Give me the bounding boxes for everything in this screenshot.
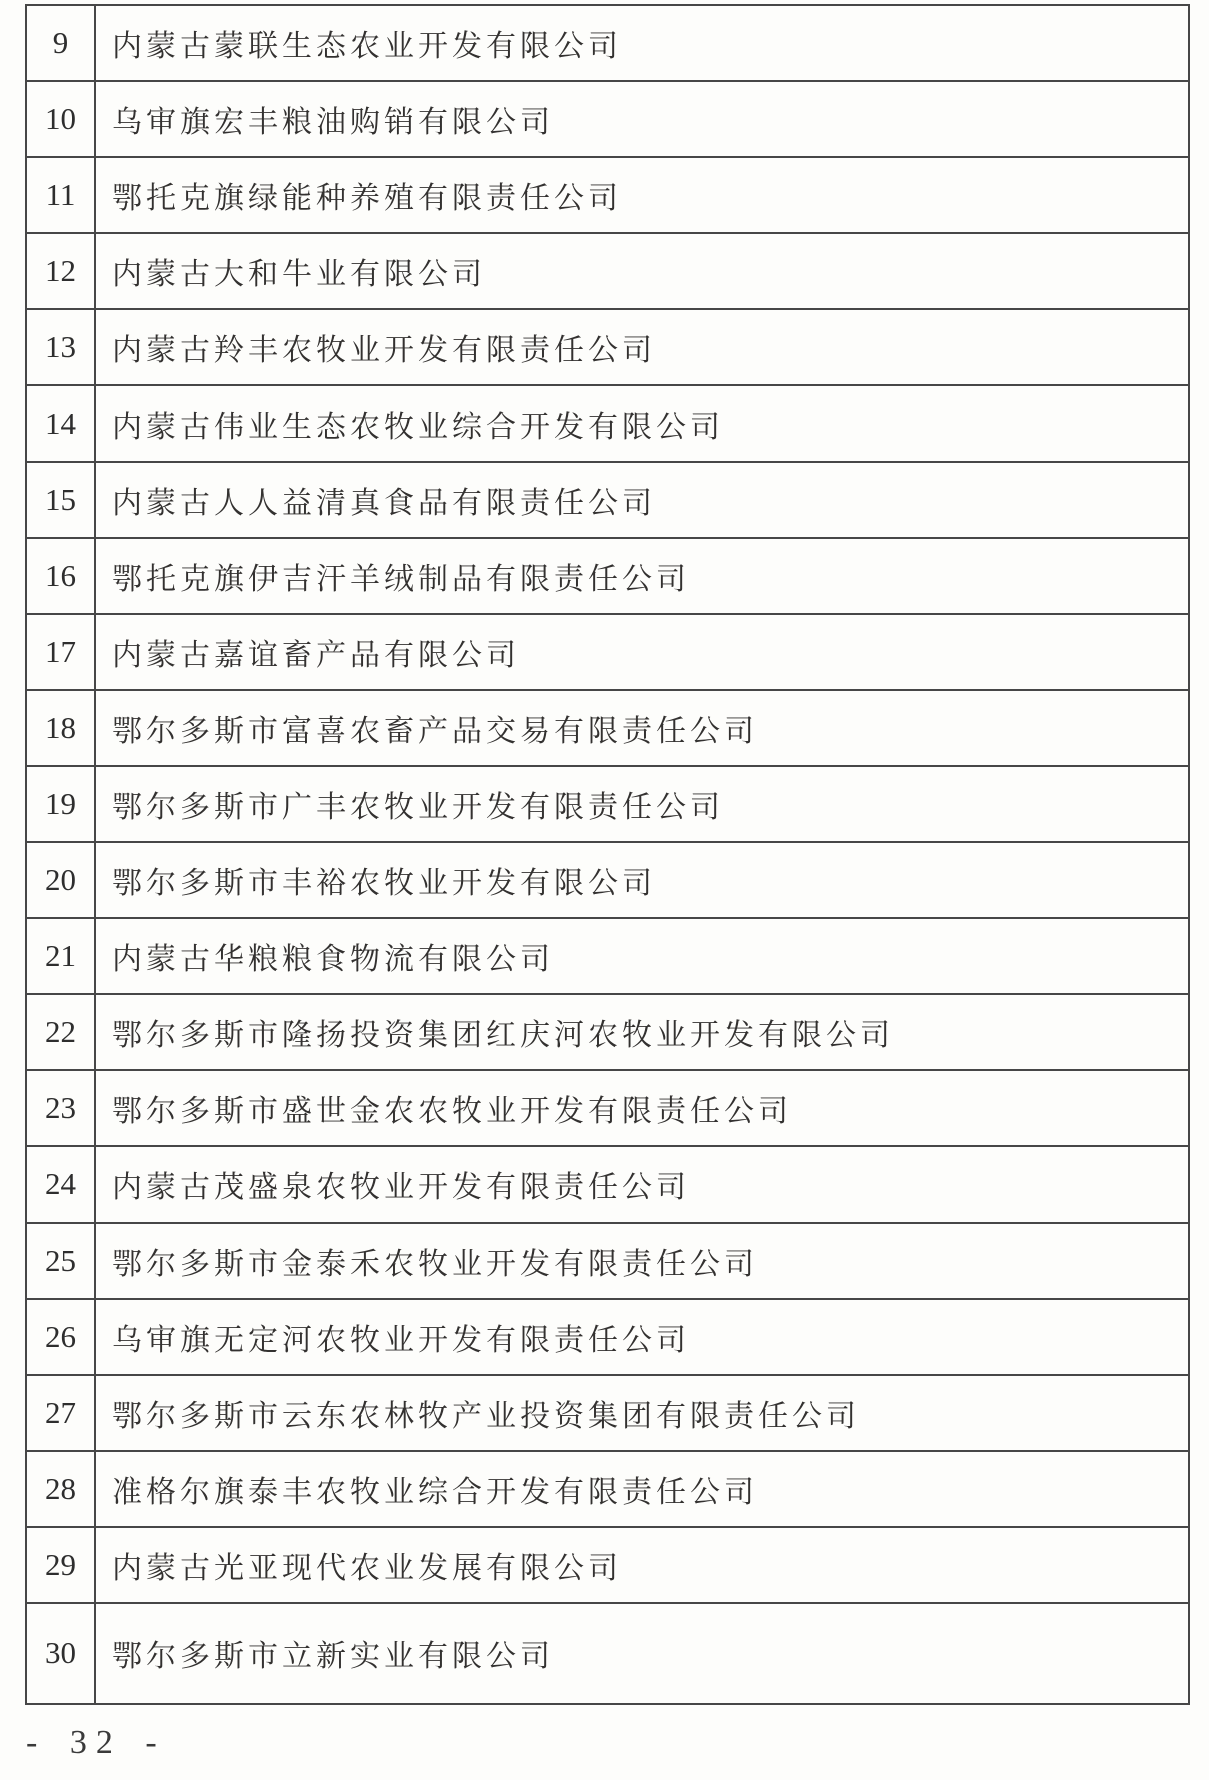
company-name: 内蒙古蒙联生态农业开发有限公司 (112, 30, 622, 64)
row-number: 21 (27, 919, 96, 993)
table-row (27, 1376, 1188, 1452)
table-row (27, 615, 1188, 691)
company-name: 鄂尔多斯市丰裕农牧业开发有限公司 (112, 867, 656, 901)
company-name: 乌审旗宏丰粮油购销有限公司 (112, 106, 554, 140)
page-number-footer: - 32 - (26, 1724, 166, 1761)
table-row (27, 919, 1188, 995)
table-row (27, 158, 1188, 234)
row-number: 26 (27, 1300, 96, 1374)
row-number: 9 (27, 6, 96, 80)
company-name: 内蒙古茂盛泉农牧业开发有限责任公司 (112, 1171, 690, 1205)
table-row (27, 82, 1188, 158)
company-name: 鄂托克旗绿能种养殖有限责任公司 (112, 182, 622, 216)
company-name: 鄂尔多斯市云东农林牧产业投资集团有限责任公司 (112, 1399, 860, 1433)
row-number: 24 (27, 1147, 96, 1221)
row-number: 23 (27, 1071, 96, 1145)
row-number: 13 (27, 310, 96, 384)
company-name: 鄂尔多斯市立新实业有限公司 (112, 1640, 554, 1674)
table-row (27, 843, 1188, 919)
row-number: 10 (27, 82, 96, 156)
company-name: 鄂托克旗伊吉汗羊绒制品有限责任公司 (112, 562, 690, 596)
row-number: 20 (27, 843, 96, 917)
table-row (27, 1224, 1188, 1300)
table-row (27, 995, 1188, 1071)
row-number: 22 (27, 995, 96, 1069)
row-number: 27 (27, 1376, 96, 1450)
row-number: 12 (27, 234, 96, 308)
company-name: 鄂尔多斯市广丰农牧业开发有限责任公司 (112, 790, 724, 824)
company-table (25, 4, 1190, 1705)
row-number: 25 (27, 1224, 96, 1298)
table-row (27, 1528, 1188, 1604)
row-number: 16 (27, 539, 96, 613)
table-row (27, 6, 1188, 82)
company-name: 内蒙古大和牛业有限公司 (112, 258, 486, 292)
company-name: 乌审旗无定河农牧业开发有限责任公司 (112, 1323, 690, 1357)
row-number: 29 (27, 1528, 96, 1602)
company-name: 内蒙古人人益清真食品有限责任公司 (112, 486, 656, 520)
company-name: 鄂尔多斯市富喜农畜产品交易有限责任公司 (112, 714, 758, 748)
company-name: 内蒙古嘉谊畜产品有限公司 (112, 638, 520, 672)
row-number: 17 (27, 615, 96, 689)
table-row (27, 310, 1188, 386)
table-row (27, 386, 1188, 462)
company-name: 内蒙古光亚现代农业发展有限公司 (112, 1551, 622, 1585)
table-row (27, 1300, 1188, 1376)
table-row (27, 1147, 1188, 1223)
company-name: 内蒙古羚丰农牧业开发有限责任公司 (112, 334, 656, 368)
row-number: 18 (27, 691, 96, 765)
company-name: 内蒙古伟业生态农牧业综合开发有限公司 (112, 410, 724, 444)
row-number: 14 (27, 386, 96, 460)
table-row (27, 1071, 1188, 1147)
company-name: 鄂尔多斯市金泰禾农牧业开发有限责任公司 (112, 1247, 758, 1281)
company-name: 内蒙古华粮粮食物流有限公司 (112, 943, 554, 977)
row-number: 11 (27, 158, 96, 232)
table-row (27, 767, 1188, 843)
table-row (27, 539, 1188, 615)
row-number: 28 (27, 1452, 96, 1526)
company-name: 准格尔旗泰丰农牧业综合开发有限责任公司 (112, 1475, 758, 1509)
row-number: 30 (27, 1604, 96, 1703)
row-number: 15 (27, 463, 96, 537)
table-row (27, 463, 1188, 539)
table-row (27, 234, 1188, 310)
table-row (27, 691, 1188, 767)
table-row (27, 1452, 1188, 1528)
company-name: 鄂尔多斯市隆扬投资集团红庆河农牧业开发有限公司 (112, 1019, 894, 1053)
row-number: 19 (27, 767, 96, 841)
company-name: 鄂尔多斯市盛世金农农牧业开发有限责任公司 (112, 1095, 792, 1129)
table-row (27, 1604, 1188, 1703)
